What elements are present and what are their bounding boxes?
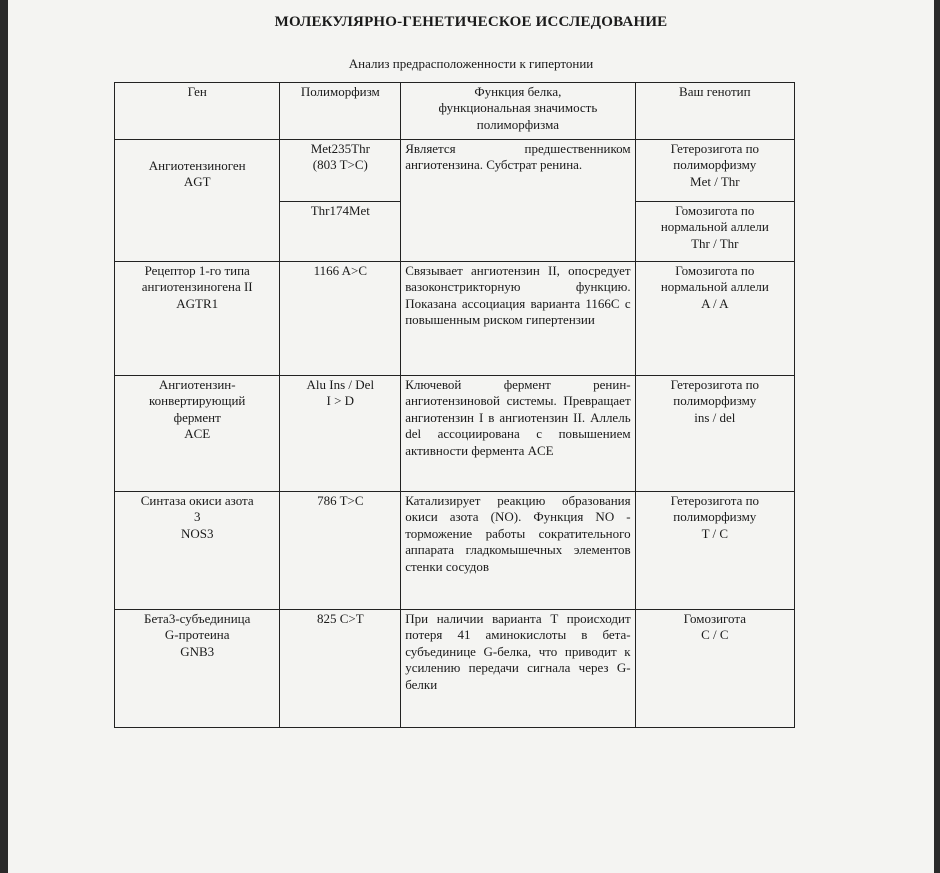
table-header-row xyxy=(115,83,795,140)
genotype-cell: Гетерозигота по полиморфизму Met / Thr xyxy=(635,140,794,202)
table-row xyxy=(115,610,795,728)
polymorphism-cell: Met235Thr (803 T>C) xyxy=(280,140,401,202)
table-row xyxy=(115,140,795,202)
genotype-cell: Гомозигота C / C xyxy=(635,610,794,728)
genotype-cell: Гомозигота по нормальной аллели A / A xyxy=(635,262,794,376)
genotype-cell: Гомозигота по нормальной аллели Thr / Thr xyxy=(635,202,794,262)
gene-cell: Ангиотензин- конвертирующий фермент ACE xyxy=(115,376,280,492)
polymorphism-cell: 825 C>T xyxy=(280,610,401,728)
gene-cell: Бета3-субъединица G-протеина GNB3 xyxy=(115,610,280,728)
genotype-cell: Гетерозигота по полиморфизму T / C xyxy=(635,492,794,610)
function-cell: Связывает ангиотензин II, опосредует вазоконстрикторную функцию. Показана ассоциация варианта 1166С с повышенным риском гипертензии xyxy=(401,262,635,376)
gene-cell: Ангиотензиноген AGT xyxy=(115,140,280,262)
table-row xyxy=(115,492,795,610)
header-gene: Ген xyxy=(115,83,280,140)
polymorphism-cell: 786 T>C xyxy=(280,492,401,610)
table-row xyxy=(115,262,795,376)
function-cell: Ключевой фермент ренин-ангиотензиновой системы. Превращает ангиотензин I в ангиотензин II. Аллель del ассоциирована с повышением активности фермента ACE xyxy=(401,376,635,492)
function-cell: Является предшественником ангиотензина. Субстрат ренина. xyxy=(401,140,635,262)
polymorphism-cell: Thr174Met xyxy=(280,202,401,262)
polymorphism-cell: 1166 A>C xyxy=(280,262,401,376)
document-page xyxy=(8,0,934,873)
gene-cell: Рецептор 1-го типа ангиотензиногена II AGTR1 xyxy=(115,262,280,376)
document-subtitle: Анализ предрасположенности к гипертонии xyxy=(348,56,594,71)
results-table xyxy=(114,82,795,728)
gene-cell: Синтаза окиси азота 3 NOS3 xyxy=(115,492,280,610)
document-title: МОЛЕКУЛЯРНО-ГЕНЕТИЧЕСКОЕ ИССЛЕДОВАНИЕ xyxy=(274,14,668,30)
function-cell: Катализирует реакцию образования окиси азота (NO). Функция NO - торможение работы сократительного аппарата гладкомышечных элементов стенки сосудов xyxy=(401,492,635,610)
header-polymorphism: Полиморфизм xyxy=(280,83,401,140)
function-cell: При наличии варианта T происходит потеря 41 аминокислоты в бета-субъединице G-белка, что приводит к усилению передачи сигнала через G-белки xyxy=(401,610,635,728)
header-genotype: Ваш генотип xyxy=(635,83,794,140)
polymorphism-cell: Alu Ins / Del I > D xyxy=(280,376,401,492)
header-function: Функция белка, функциональная значимость полиморфизма xyxy=(401,83,635,140)
table-row xyxy=(115,376,795,492)
genotype-cell: Гетерозигота по полиморфизму ins / del xyxy=(635,376,794,492)
